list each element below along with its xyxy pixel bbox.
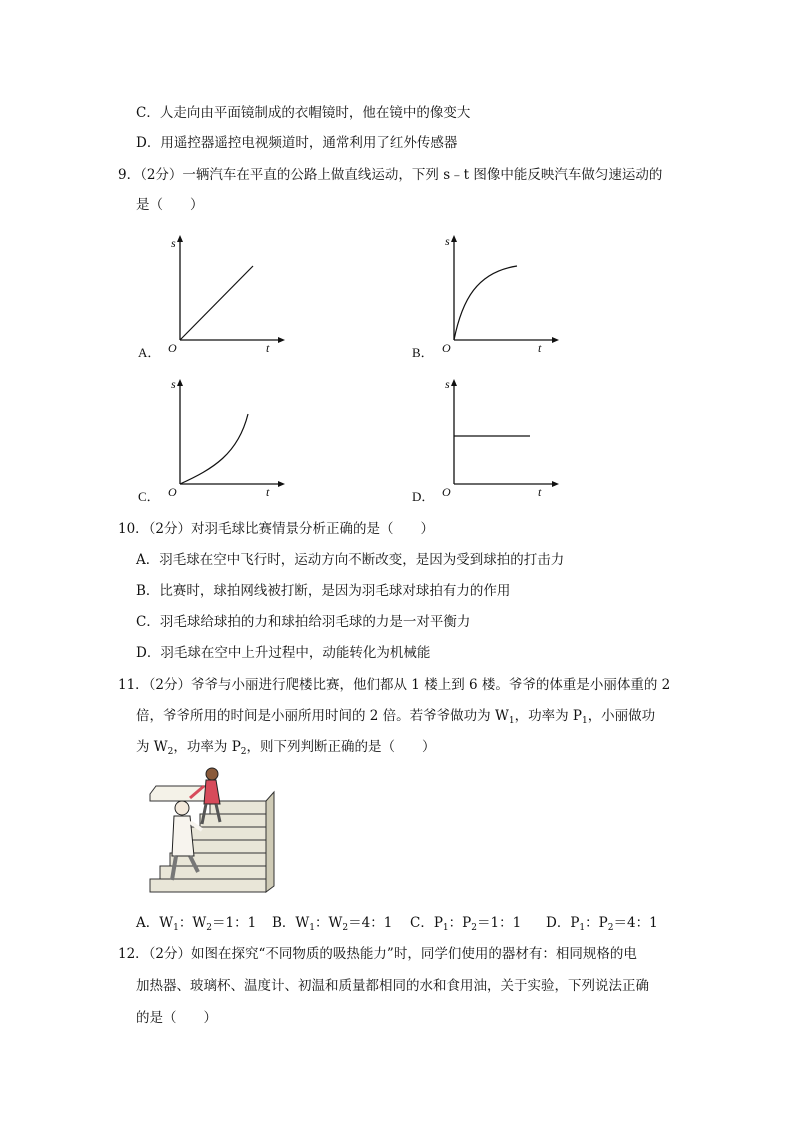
q10-option-c: C．羽毛球给球拍的力和球拍给羽毛球的力是一对平衡力 xyxy=(136,614,471,630)
graph-d-x-label: t xyxy=(538,485,542,499)
graph-b xyxy=(412,230,562,360)
graph-a-origin: O xyxy=(168,341,177,355)
graph-b-origin: O xyxy=(442,341,451,355)
graph-c-y-label: s xyxy=(171,377,176,391)
q12-stem-line3: 的是（ ） xyxy=(136,1010,217,1026)
graph-a-label: A． xyxy=(138,345,161,360)
graph-a-curve xyxy=(180,266,253,340)
graph-b-x-label: t xyxy=(538,341,542,355)
q8-option-d: D．用遥控器遥控电视频道时，通常利用了红外传感器 xyxy=(136,135,458,151)
q11-option-d: D．$P_1$：$P_2=4$：1 xyxy=(546,915,658,933)
q8-option-c: C．人走向由平面镜制成的衣帽镜时，他在镜中的像变大 xyxy=(136,105,471,121)
graph-d-y-label: s xyxy=(445,377,450,391)
q10-stem: 10．（2分）对羽毛球比赛情景分析正确的是（ ） xyxy=(118,521,435,537)
q12-stem-line1: 12．（2分）如图在探究“不同物质的吸热能力”时，同学们使用的器材有：相同规格的电 xyxy=(118,946,637,962)
graph-c-curve xyxy=(180,414,248,484)
graph-c-x-label: t xyxy=(266,485,270,499)
q9-stem-line1: 9．（2分）一辆汽车在平直的公路上做直线运动，下列 s﹣t 图像中能反映汽车做匀速运动的 xyxy=(118,167,663,183)
graph-c xyxy=(138,374,288,504)
graph-d-label: D． xyxy=(412,489,435,504)
graph-b-y-label: s xyxy=(445,234,450,248)
q9-stem-line2: 是（ ） xyxy=(136,197,204,213)
graph-c-origin: O xyxy=(168,485,177,499)
graph-d xyxy=(412,374,562,504)
q10-option-b: B．比赛时，球拍网线被打断，是因为羽毛球对球拍有力的作用 xyxy=(136,583,511,599)
q10-option-d: D．羽毛球在空中上升过程中，动能转化为机械能 xyxy=(136,645,431,661)
q11-option-a: A．$W_1$：$W_2=1$：1 xyxy=(136,915,257,933)
graph-b-curve xyxy=(454,266,517,340)
graph-c-label: C． xyxy=(138,489,160,504)
graph-a-y-label: s xyxy=(171,236,176,250)
q11-option-c: C．$P_1$：$P_2=1$：1 xyxy=(410,915,522,933)
graph-b-label: B． xyxy=(412,345,434,360)
q11-option-b: B．$W_1$：$W_2=4$：1 xyxy=(272,915,393,933)
q10-option-a: A．羽毛球在空中飞行时，运动方向不断改变，是因为受到球拍的打击力 xyxy=(136,552,565,568)
stair-climbing-illustration xyxy=(146,764,276,904)
q11-stem-line3: 为 $W_2$，功率为 $P_2$，则下列判断正确的是（ ） xyxy=(136,739,436,757)
q12-stem-line2: 加热器、玻璃杯、温度计、初温和质量都相同的水和食用油，关于实验，下列说法正确 xyxy=(136,978,649,994)
graph-d-origin: O xyxy=(442,485,451,499)
q11-stem-line2: 倍，爷爷所用的时间是小丽所用时间的 2 倍。若爷爷做功为 $W_1$，功率为 $P_1$，小丽做功 xyxy=(136,708,656,726)
graph-a-x-label: t xyxy=(266,341,270,355)
q11-stem-line1: 11．（2分）爷爷与小丽进行爬楼比赛，他们都从 1 楼上到 6 楼。爷爷的体重是小丽体重的 2 xyxy=(118,677,671,693)
graph-a xyxy=(138,230,288,360)
